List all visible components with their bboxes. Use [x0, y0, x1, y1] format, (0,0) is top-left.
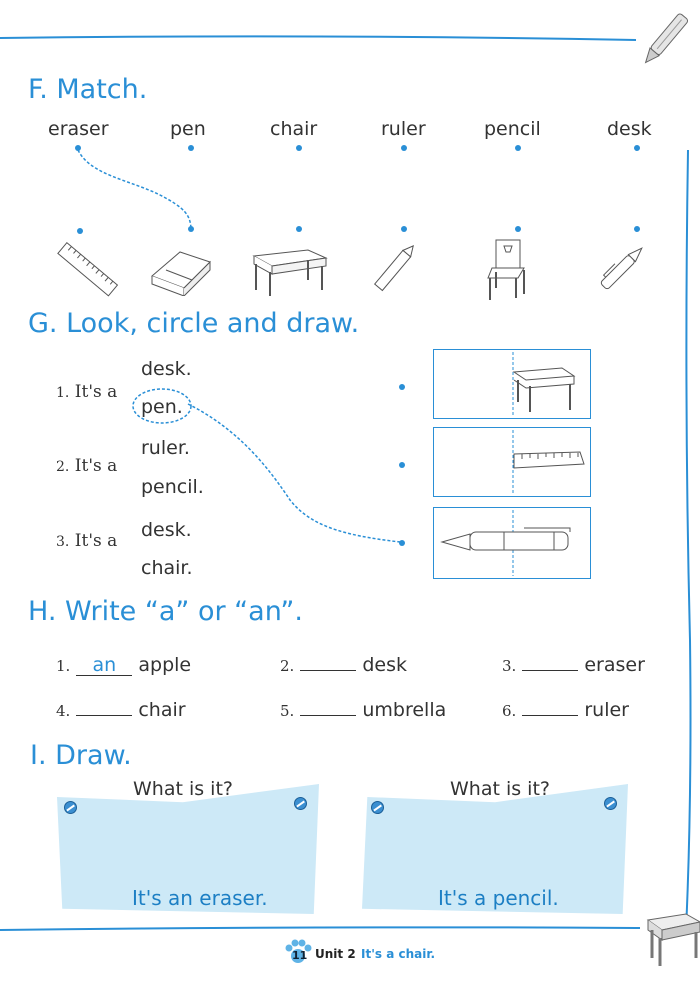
- section-i-title: I. Draw.: [30, 740, 132, 771]
- h-answer-blank-6[interactable]: [522, 715, 578, 716]
- match-word-eraser: eraser: [48, 118, 109, 140]
- pin-icon: [64, 801, 77, 814]
- desk-icon: [250, 244, 330, 298]
- g-dot-1[interactable]: [399, 384, 405, 390]
- pin-icon: [294, 797, 307, 810]
- g-picture-desk[interactable]: [433, 349, 591, 419]
- g-item-2: 2. It's a: [56, 456, 118, 476]
- half-ruler-icon: [434, 428, 590, 496]
- g-item-1: 1. It's a: [56, 382, 118, 402]
- pencil-icon: [366, 240, 426, 296]
- pen-icon: [434, 508, 590, 578]
- pin-icon: [371, 801, 384, 814]
- desk-decoration-icon: [646, 908, 700, 968]
- section-f-title: F. Match.: [28, 74, 148, 105]
- unit-label: Unit 2: [315, 947, 356, 961]
- g-item-3-option-2[interactable]: chair.: [141, 557, 193, 579]
- h-item-5: 5. umbrella: [280, 699, 447, 721]
- chair-icon: [484, 238, 534, 300]
- pin-icon: [604, 797, 617, 810]
- g-item-1-option-1[interactable]: desk.: [141, 358, 192, 380]
- match-word-desk: desk: [607, 118, 652, 140]
- draw-caption-1: It's an eraser.: [132, 886, 268, 910]
- draw-caption-2: It's a pencil.: [438, 886, 559, 910]
- match-word-chair: chair: [270, 118, 318, 140]
- g-dot-2[interactable]: [399, 462, 405, 468]
- half-desk-icon: [434, 350, 590, 418]
- h-item-2: 2. desk: [280, 654, 408, 676]
- page-number: 11: [292, 949, 308, 962]
- h-answer-blank-4[interactable]: [76, 715, 132, 716]
- h-item-3: 3. eraser: [502, 654, 645, 676]
- g-dot-3[interactable]: [399, 540, 405, 546]
- draw-question-1: What is it?: [133, 778, 233, 800]
- g-picture-pen[interactable]: [433, 507, 591, 579]
- match-word-ruler: ruler: [381, 118, 426, 140]
- g-item-2-option-2[interactable]: pencil.: [141, 476, 204, 498]
- pen-icon: [590, 240, 654, 296]
- h-answer-blank-3[interactable]: [522, 670, 578, 671]
- ruler-icon: [52, 240, 122, 300]
- section-g-title: G. Look, circle and draw.: [28, 308, 360, 339]
- g-item-2-option-1[interactable]: ruler.: [141, 437, 190, 459]
- match-word-pencil: pencil: [484, 118, 541, 140]
- g-item-3-option-1[interactable]: desk.: [141, 519, 192, 541]
- eraser-icon: [146, 240, 216, 296]
- h-item-4: 4. chair: [56, 699, 186, 721]
- g-item-3: 3. It's a: [56, 531, 118, 551]
- g-answer-markings: [0, 300, 700, 600]
- footer: [283, 938, 543, 968]
- unit-title: It's a chair.: [361, 947, 436, 961]
- h-item-1: 1. an apple: [56, 654, 192, 676]
- match-word-pen: pen: [170, 118, 206, 140]
- g-picture-ruler[interactable]: [433, 427, 591, 497]
- draw-question-2: What is it?: [450, 778, 550, 800]
- h-item-6: 6. ruler: [502, 699, 629, 721]
- h-answer-blank-2[interactable]: [300, 670, 356, 671]
- h-answer-blank-5[interactable]: [300, 715, 356, 716]
- section-h-title: H. Write “a” or “an”.: [28, 596, 303, 627]
- g-item-1-option-2[interactable]: pen.: [141, 396, 183, 418]
- h-answer-blank-1[interactable]: an: [76, 655, 132, 676]
